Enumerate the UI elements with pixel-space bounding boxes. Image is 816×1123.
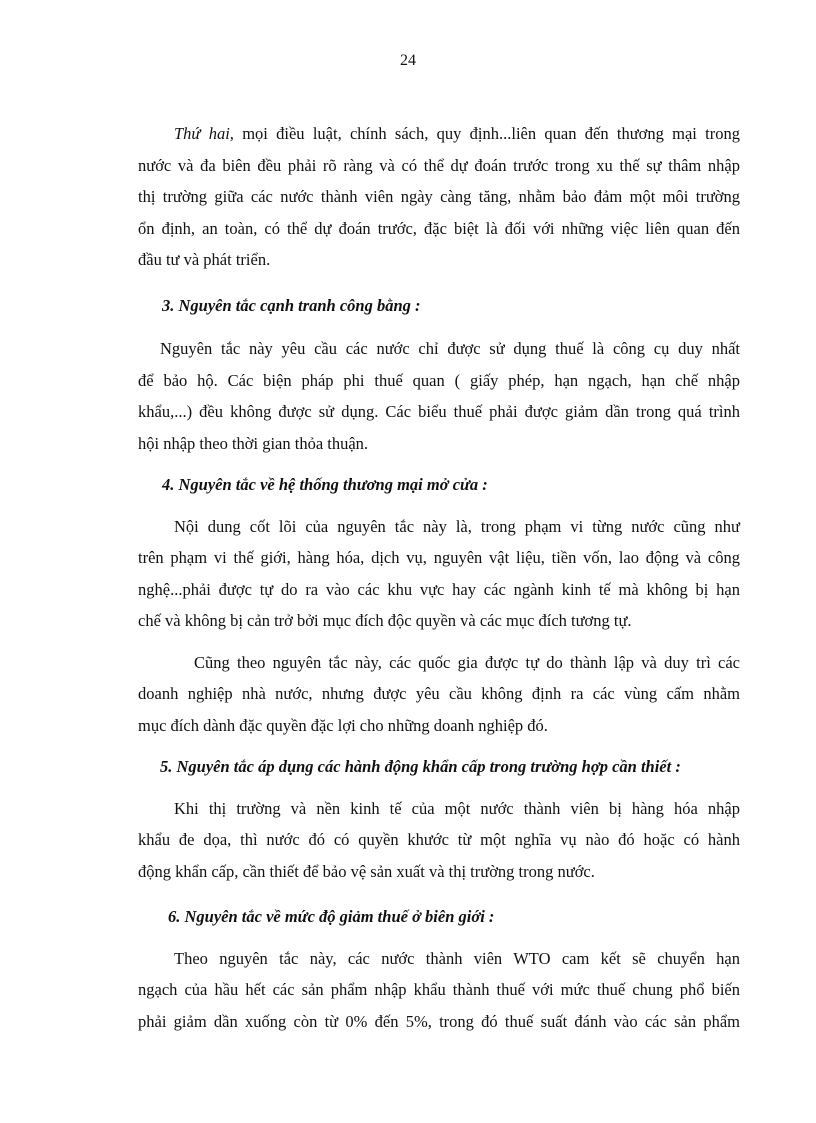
paragraph-line: Khi thị trường và nền kinh tế của một nước thành viên bị hàng hóa nhập xyxy=(174,798,740,818)
section-4-paragraph-1 xyxy=(138,511,740,637)
paragraph-line: hội nhập theo thời gian thỏa thuận. xyxy=(138,433,369,453)
paragraph-line: Nguyên tắc này yêu cầu các nước chỉ được sử dụng thuế là công cụ duy nhất xyxy=(160,339,740,358)
paragraph-line: trên phạm vi thế giới, hàng hóa, dịch vụ, nguyên vật liệu, tiền vốn, lao động và công xyxy=(138,548,740,567)
paragraph-line: Theo nguyên tắc này, các nước thành viên WTO cam kết sẽ chuyển hạn xyxy=(174,948,740,968)
paragraph-line: Cũng theo nguyên tắc này, các quốc gia được tự do thành lập và duy trì các xyxy=(194,652,740,672)
section-3-heading: 3. Nguyên tắc cạnh tranh công bằng : xyxy=(162,295,421,315)
paragraph-line: đầu tư và phát triển. xyxy=(138,250,271,269)
paragraph-line: khẩu,...) đều không được sử dụng. Các biểu thuế phải được giảm dần trong quá trình xyxy=(138,402,740,421)
paragraph-line: nước và đa biên đều phải rõ ràng và có thể dự đoán trước trong xu thế sự thâm nhập xyxy=(138,155,740,175)
section-6-heading: 6. Nguyên tắc về mức độ giảm thuế ở biên giới : xyxy=(168,907,495,926)
paragraph-line: phải giảm dần xuống còn từ 0% đến 5%, trong đó thuế suất đánh vào các sản phẩm xyxy=(138,1011,740,1031)
section-4-paragraph-2 xyxy=(138,647,740,742)
paragraph-line: mục đích dành đặc quyền đặc lợi cho những doanh nghiệp đó. xyxy=(138,715,548,735)
paragraph-line: Nội dung cốt lõi của nguyên tắc này là, trong phạm vi từng nước cũng như xyxy=(174,516,740,536)
paragraph-line: Thứ hai, mọi điều luật, chính sách, quy định...liên quan đến thương mại trong xyxy=(174,124,740,143)
section-6-paragraph xyxy=(138,943,740,1038)
paragraph-line: doanh nghiệp nhà nước, nhưng được yêu cầu không định ra các vùng cấm nhằm xyxy=(138,684,740,703)
paragraph-line: khẩu đe dọa, thì nước đó có quyền khước từ một nghĩa vụ nào đó hoặc có hành xyxy=(138,830,740,849)
paragraph-line: thị trường giữa các nước thành viên ngày càng tăng, nhằm bảo đảm một môi trường xyxy=(138,187,740,206)
page-number: 24 xyxy=(400,52,416,69)
document-body xyxy=(138,118,740,1037)
paragraph-line: ngạch của hầu hết các sản phẩm nhập khẩu thành thuế với mức thuế chung phổ biến xyxy=(138,980,740,999)
paragraph-line: để bảo hộ. Các biện pháp phi thuế quan ( giấy phép, hạn ngạch, hạn chế nhập xyxy=(138,370,740,390)
section-4-heading: 4. Nguyên tắc về hệ thống thương mại mở cửa : xyxy=(162,475,488,494)
section-5-heading: 5. Nguyên tắc áp dụng các hành động khẩn cấp trong trường hợp cần thiết : xyxy=(160,757,681,776)
section-5-paragraph xyxy=(138,793,740,888)
section-3-paragraph xyxy=(138,333,740,459)
paragraph-line: chế và không bị cản trở bởi mục đích độc quyền và các mục đích tương tự. xyxy=(138,611,632,630)
paragraph-line: ổn định, an toàn, có thể dự đoán trước, đặc biệt là đối với những việc liên quan đến xyxy=(138,218,740,238)
intro-lead: Thứ hai, xyxy=(174,124,234,143)
intro-paragraph xyxy=(138,118,740,276)
paragraph-line: động khẩn cấp, cần thiết để bảo vệ sản xuất và thị trường trong nước. xyxy=(138,861,595,881)
paragraph-line: nghệ...phải được tự do ra vào các khu vực hay các ngành kinh tế mà không bị hạn xyxy=(138,579,740,599)
